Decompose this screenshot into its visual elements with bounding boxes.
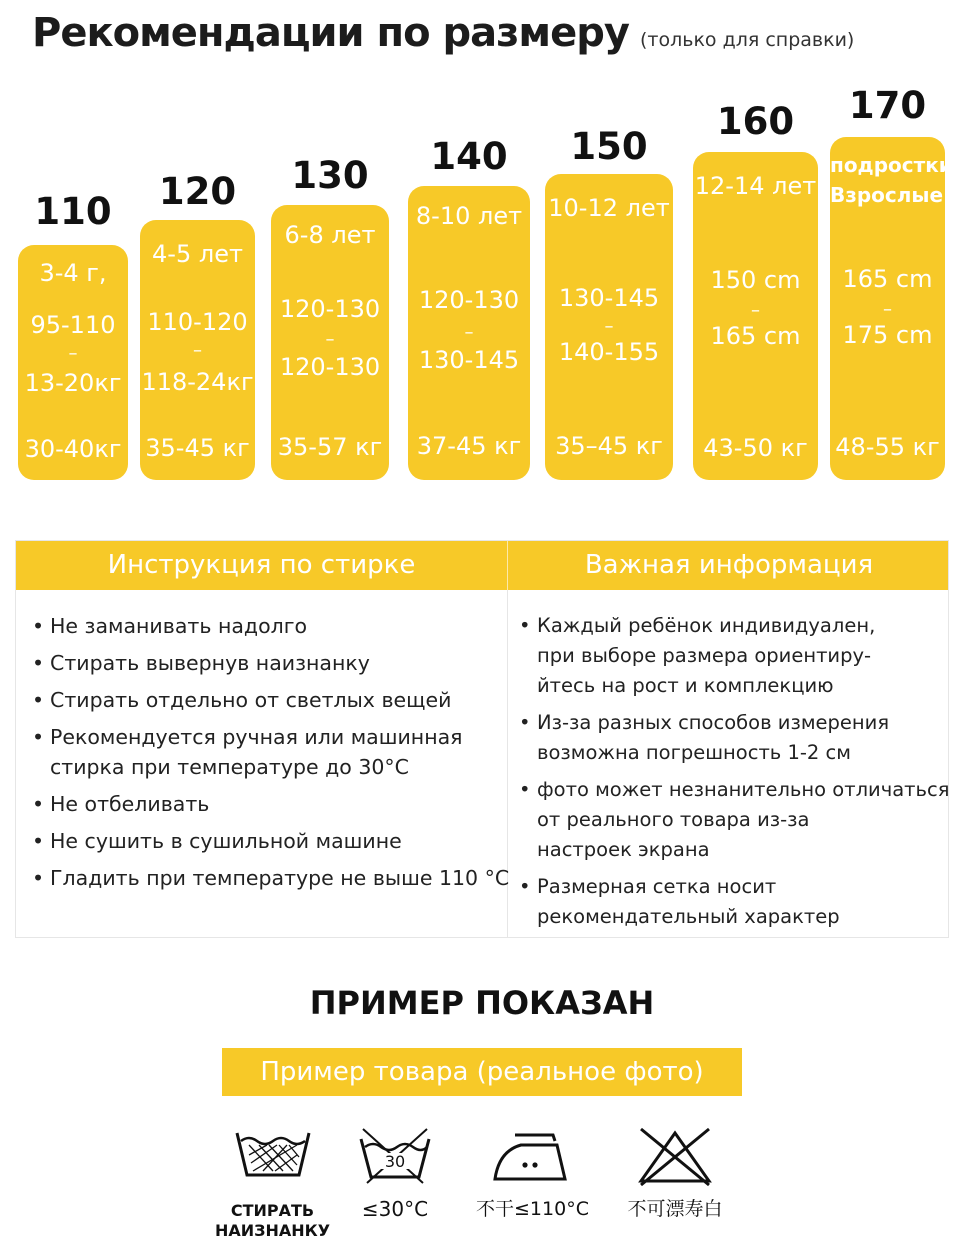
- list-item-line: рекомендательный характер: [537, 905, 840, 928]
- height-from: 150 cm: [710, 266, 801, 294]
- care-wash-30: [340, 1125, 450, 1219]
- care-no-bleach: [615, 1125, 735, 1219]
- size-card: [271, 205, 389, 480]
- iron-icon: [491, 1125, 575, 1187]
- list-item: • Не сушить в сушильной машине: [32, 826, 502, 856]
- size-label: 110: [34, 190, 112, 233]
- example-banner: Пример товара (реальное фото): [222, 1048, 742, 1096]
- size-label: 170: [848, 84, 927, 127]
- weight-range: 35–45 кг: [555, 432, 663, 460]
- list-item-line: Каждый ребёнок индивидуален,: [537, 614, 876, 637]
- list-item-line: при выборе размера ориентиру-: [537, 644, 872, 667]
- wash-temp-caption: ≤30°C: [361, 1197, 429, 1221]
- list-item: • Стирать вывернув наизнанку: [32, 648, 502, 678]
- weight-range: 35-45 кг: [145, 434, 250, 462]
- list-item-line: от реального товара из-за: [537, 808, 810, 831]
- care-iron: [470, 1125, 595, 1219]
- size-card: [408, 186, 530, 480]
- list-item-line: возможна погрешность 1-2 см: [537, 741, 851, 764]
- list-item: [32, 722, 502, 782]
- age-range: 4-5 лет: [152, 240, 243, 268]
- size-column-130: [271, 150, 389, 480]
- wash-30-icon: [355, 1125, 435, 1187]
- height-from: 120-130: [418, 286, 520, 314]
- title-subtitle: (только для справки): [640, 29, 855, 51]
- height-from: 130-145: [558, 284, 660, 312]
- info-table-header: [16, 541, 948, 590]
- size-card: [693, 152, 818, 480]
- range-dash: –: [464, 322, 474, 343]
- range-dash: –: [193, 340, 202, 361]
- size-card: [830, 137, 964, 480]
- page-title: [32, 10, 854, 56]
- list-item-line: стирка при температуре до 30°C: [50, 755, 409, 779]
- list-item-line: йтесь на рост и комплекцию: [537, 674, 834, 697]
- list-item: [519, 708, 947, 768]
- size-label: 160: [716, 100, 795, 143]
- wash-basin-icon: [233, 1125, 313, 1181]
- range-dash: –: [68, 343, 78, 364]
- size-column-110: [18, 190, 128, 480]
- list-item: • Гладить при температуре не выше 110 °C: [32, 863, 502, 893]
- height-from: 165 cm: [842, 265, 933, 293]
- height-to: 140-155: [558, 338, 660, 366]
- size-label: 130: [291, 154, 369, 197]
- height-from: 120-130: [279, 295, 381, 323]
- important-info-list: [519, 611, 950, 939]
- info-table: [15, 540, 949, 938]
- height-to: 165 cm: [710, 322, 801, 350]
- size-column-120: [140, 170, 255, 480]
- list-item-line: настроек экрана: [537, 838, 710, 861]
- list-item: • Не отбеливать: [32, 789, 502, 819]
- age-range: 8-10 лет: [415, 202, 523, 230]
- height-to: 120-130: [279, 353, 381, 381]
- wash-inside-caption-2: НАИЗНАНКУ: [214, 1221, 331, 1240]
- temp-icon-label: 30: [384, 1152, 406, 1171]
- weight-range: 48-55 кг: [835, 433, 940, 461]
- height-from: 110-120: [147, 308, 248, 336]
- list-item: [519, 872, 947, 932]
- list-item-line: Из-за разных способов измерения: [537, 711, 890, 734]
- title-main: Рекомендации по размеру: [32, 10, 629, 56]
- age-range: подростки: [830, 153, 953, 177]
- weight-range: 30-40кг: [24, 435, 122, 463]
- weight-range: 43-50 кг: [703, 434, 808, 462]
- height-to: 175 cm: [842, 321, 933, 349]
- age-range: 6-8 лет: [284, 221, 376, 249]
- washing-instructions-heading: Инструкция по стирке: [107, 550, 416, 580]
- age-range: 10-12 лет: [548, 194, 670, 222]
- list-item: [519, 611, 947, 701]
- size-label: 120: [158, 170, 237, 213]
- height-from: 95-110: [30, 311, 116, 339]
- list-item: [519, 775, 950, 865]
- important-info-heading: Важная информация: [584, 550, 874, 580]
- range-dash: –: [883, 299, 892, 320]
- size-label: 140: [430, 135, 508, 178]
- washing-instructions-list: [32, 611, 510, 900]
- size-card: [18, 245, 128, 480]
- age-range: 3-4 г,: [39, 259, 107, 287]
- range-dash: –: [325, 329, 335, 350]
- size-column-140: [408, 135, 530, 480]
- example-heading: ПРИМЕР ПОКАЗАН: [309, 984, 655, 1022]
- list-item: • Не заманивать надолго: [32, 611, 502, 641]
- weight-range: 37-45 кг: [416, 432, 522, 460]
- height-to: 118-24кг: [141, 368, 254, 396]
- size-card: [140, 220, 255, 480]
- size-label: 150: [570, 125, 648, 168]
- wash-inside-caption-1: СТИРАТЬ: [230, 1201, 315, 1220]
- list-item-line: Размерная сетка носит: [537, 875, 777, 898]
- no-bleach-caption: 不可漂寿白: [627, 1198, 723, 1220]
- age-range: 12-14 лет: [694, 172, 817, 200]
- list-item-line: фото может незнанительно отличаться: [537, 778, 950, 801]
- size-column-160: [693, 100, 818, 480]
- range-dash: –: [604, 316, 614, 337]
- list-item-line: Рекомендуется ручная или машинная: [50, 725, 463, 749]
- height-to: 130-145: [418, 346, 520, 374]
- height-to: 13-20кг: [24, 369, 122, 397]
- size-column-150: [545, 125, 673, 480]
- iron-caption: 不干≤110°C: [476, 1198, 589, 1220]
- age-range-adult: Взрослые S: [830, 183, 964, 207]
- no-bleach-icon: [635, 1125, 715, 1187]
- weight-range: 35-57 кг: [277, 433, 383, 461]
- care-wash-inside: [205, 1125, 340, 1241]
- size-column-170: [830, 84, 964, 480]
- size-card: [545, 174, 673, 480]
- range-dash: –: [751, 300, 760, 321]
- list-item: • Стирать отдельно от светлых вещей: [32, 685, 502, 715]
